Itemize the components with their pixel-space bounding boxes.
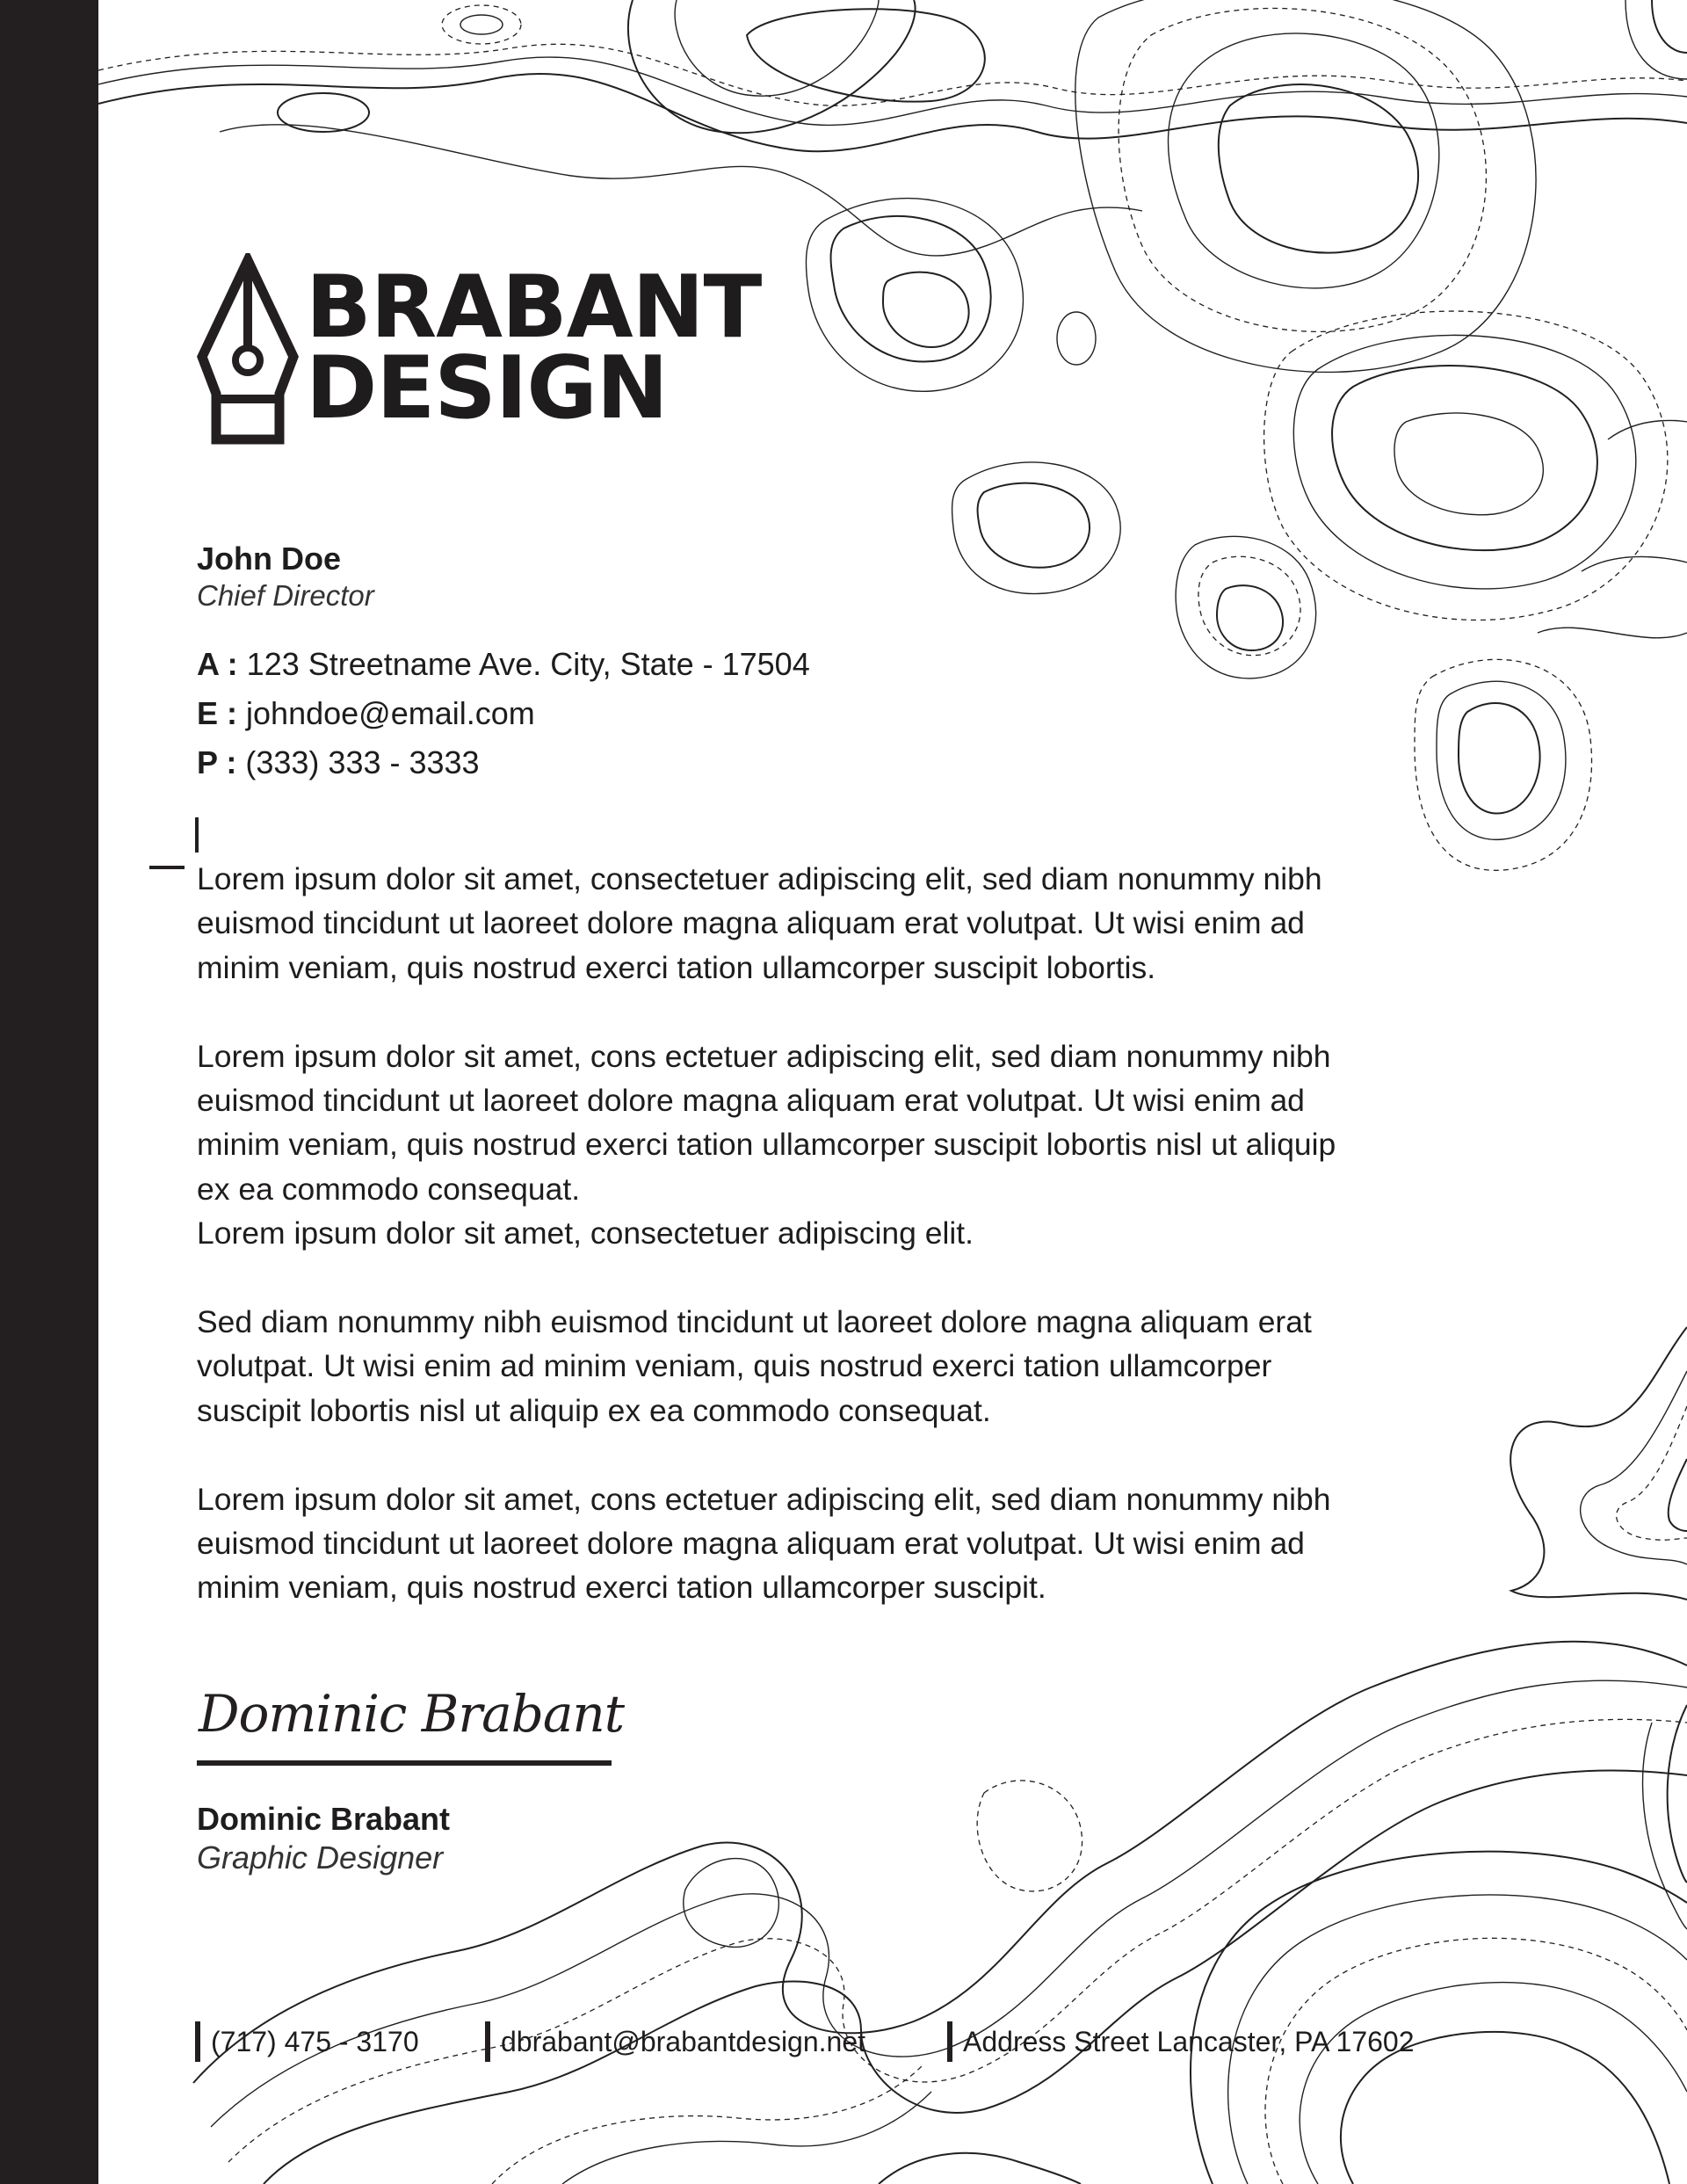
footer-phone-text: (717) 475 - 3170 [211,2025,419,2057]
footer-address [947,2021,1415,2062]
recipient-contact-lines [197,640,810,787]
phone-label: P : [197,744,237,780]
body-line: Lorem ipsum dolor sit amet, consectetuer adipiscing elit. [197,1215,974,1252]
footer-divider [485,2021,490,2062]
footer-phone [195,2021,419,2062]
recipient-title: Chief Director [197,579,374,612]
body-line: euismod tincidunt ut laoreet dolore magna aliquam erat volutpat. Ut wisi enim ad [197,905,1305,941]
brand-line-2: DESIGN [306,338,668,439]
footer-email [485,2021,865,2062]
body-line: Lorem ipsum dolor sit amet, cons ectetuer adipiscing elit, sed diam nonummy nibh [197,1038,1331,1074]
handwritten-signature: Dominic Brabant [199,1684,625,1744]
address-label: A : [197,646,238,682]
pen-nib-icon [195,253,300,445]
recipient-address [197,640,810,689]
body-line: volutpat. Ut wisi enim ad minim veniam, quis nostrud exerci tation ullamcorper [197,1348,1272,1384]
recipient-name: John Doe [197,541,342,577]
crop-mark-vertical [195,817,199,853]
left-sidebar-bar [0,0,98,2184]
footer-divider [947,2021,952,2062]
body-line: minim veniam, quis nostrud exerci tation ullamcorper suscipit. [197,1570,1046,1606]
body-line: minim veniam, quis nostrud exerci tation ullamcorper suscipit lobortis nisl ut aliquip [197,1127,1336,1163]
signature-line [197,1760,612,1766]
body-paragraph-4 [197,1477,1497,1610]
body-line: suscipit lobortis nisl ut aliquip ex ea commodo consequat. [197,1392,991,1428]
brand-line-1: BRABANT [306,258,762,358]
body-line: ex ea commodo consequat. [197,1171,581,1207]
email-label: E : [197,695,238,731]
signer-block [197,1800,450,1877]
crop-mark-horizontal [149,866,185,869]
body-line: Lorem ipsum dolor sit amet, consectetuer adipiscing elit, sed diam nonummy nibh [197,861,1322,896]
phone-value: (333) 333 - 3333 [245,744,480,780]
footer-address-text: Address Street Lancaster, PA 17602 [963,2025,1415,2057]
brand-wordmark [306,258,762,439]
body-line: Lorem ipsum dolor sit amet, cons ectetuer adipiscing elit, sed diam nonummy nibh [197,1481,1331,1517]
footer-divider [195,2021,200,2062]
body-paragraph-1 [197,857,1497,990]
signer-title: Graphic Designer [197,1839,444,1876]
body-line: minim veniam, quis nostrud exerci tation ullamcorper suscipit lobortis. [197,949,1156,985]
letter-body [197,857,1497,1654]
body-paragraph-3 [197,1300,1497,1433]
recipient-block [197,540,810,787]
body-line: Sed diam nonummy nibh euismod tincidunt ut laoreet dolore magna aliquam erat [197,1304,1312,1340]
address-value: 123 Streetname Ave. City, State - 17504 [246,646,810,682]
body-line: euismod tincidunt ut laoreet dolore magna aliquam erat volutpat. Ut wisi enim ad [197,1526,1305,1562]
signer-name: Dominic Brabant [197,1801,451,1837]
footer-email-text: dbrabant@brabantdesign.net [501,2025,866,2057]
body-line: euismod tincidunt ut laoreet dolore magna aliquam erat volutpat. Ut wisi enim ad [197,1083,1305,1119]
recipient-email [197,689,810,738]
email-value: johndoe@email.com [246,695,535,731]
recipient-phone [197,738,810,787]
body-paragraph-2 [197,1034,1497,1256]
